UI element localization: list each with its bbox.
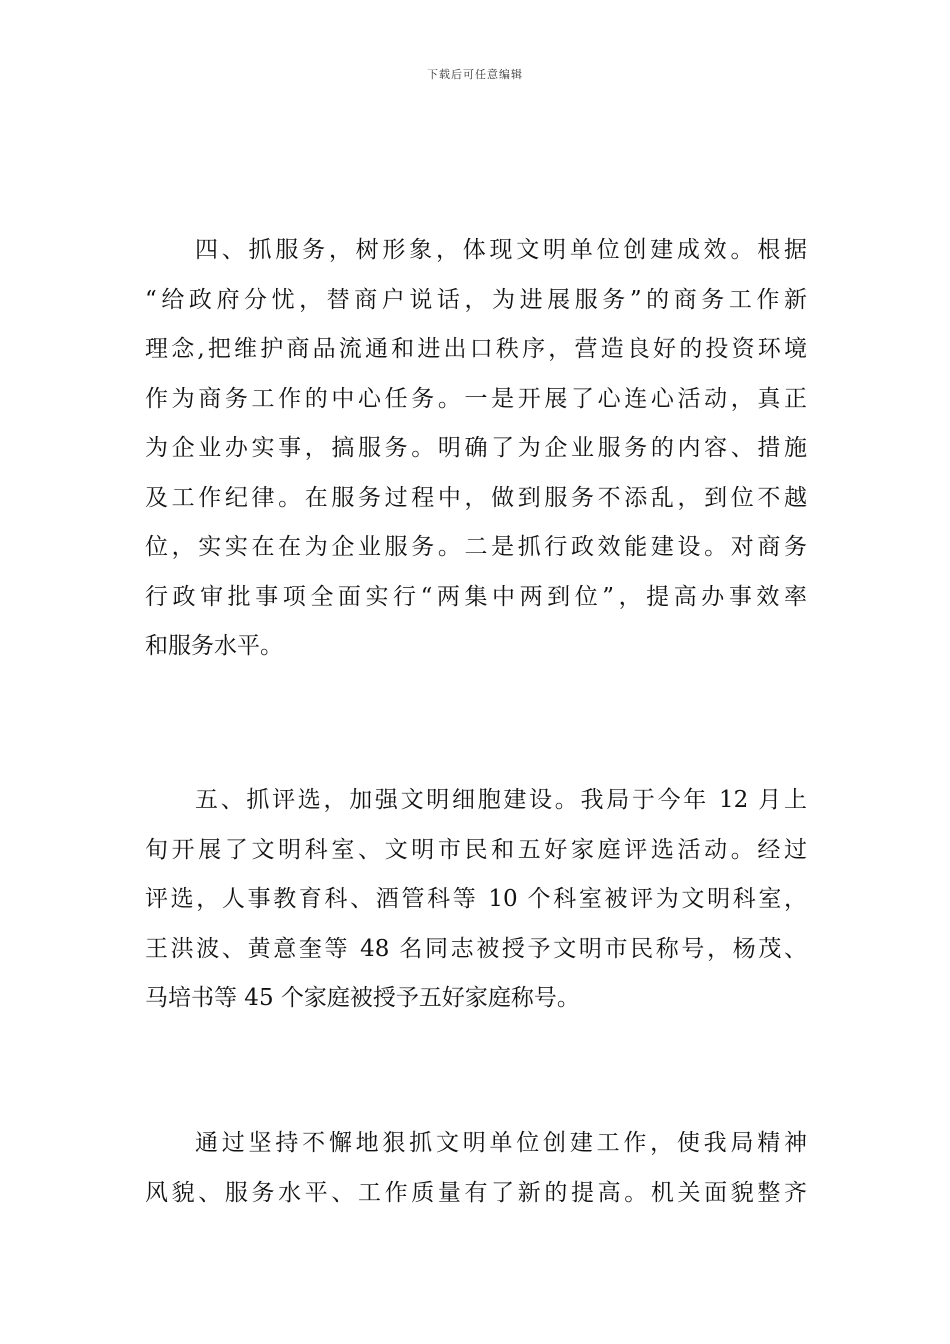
text-line: 理念,把维护商品流通和进出口秩序，营造良好的投资环境	[145, 336, 807, 362]
text-line: 王洪波、黄意奎等 48 名同志被授予文明市民称号，杨茂、	[145, 935, 807, 962]
paragraph-services	[145, 226, 807, 672]
text-line: 位，实实在在为企业服务。二是抓行政效能建设。对商务	[145, 534, 807, 560]
header-note: 下载后可任意编辑	[427, 68, 523, 81]
text-line: 行政审批事项全面实行“两集中两到位”，提高办事效率	[145, 583, 807, 610]
text-line: 和服务水平。	[145, 633, 283, 659]
paragraph-selection	[145, 776, 807, 1024]
text-line: 风貌、服务水平、工作质量有了新的提高。机关面貌整齐	[145, 1179, 807, 1206]
text-line: 及工作纪律。在服务过程中，做到服务不添乱，到位不越	[145, 484, 807, 511]
text-line: 旬开展了文明科室、文明市民和五好家庭评选活动。经过	[145, 836, 807, 863]
text-line: 四、抓服务，树形象，体现文明单位创建成效。根据	[195, 237, 807, 263]
paragraph-results	[145, 1119, 807, 1218]
text-line: 通过坚持不懈地狠抓文明单位创建工作，使我局精神	[195, 1130, 807, 1156]
text-line: 评选，人事教育科、酒管科等 10 个科室被评为文明科室，	[145, 886, 807, 912]
text-line: “给政府分忧，替商户说话，为进展服务”的商务工作新	[145, 286, 807, 313]
text-line: 马培书等 45 个家庭被授予五好家庭称号。	[145, 985, 580, 1011]
text-line: 五、抓评选，加强文明细胞建设。我局于今年 12 月上	[195, 787, 807, 813]
text-line: 作为商务工作的中心任务。一是开展了心连心活动，真正	[145, 385, 807, 412]
text-line: 为企业办实事，搞服务。明确了为企业服务的内容、措施	[145, 435, 807, 461]
